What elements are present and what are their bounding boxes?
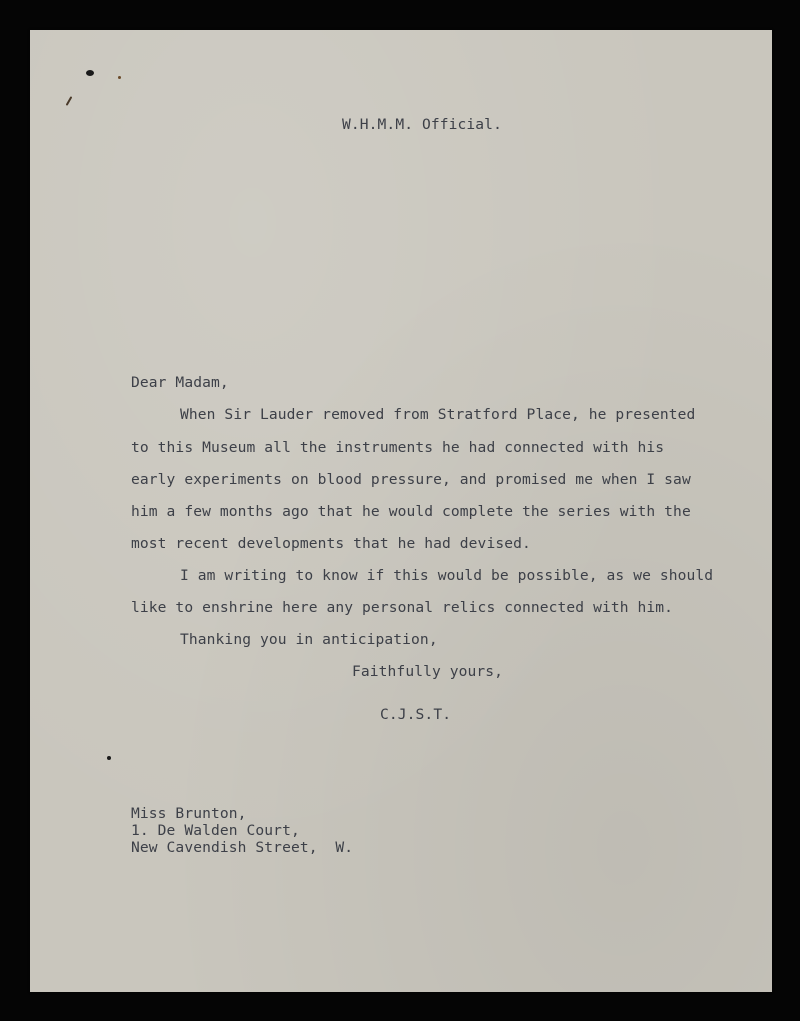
letter-page [30,30,772,992]
body-line: Thanking you in anticipation, [180,631,438,648]
ink-speck [118,76,121,79]
body-line: to this Museum all the instruments he had connected with his [131,439,665,456]
signature-initials: C.J.S.T. [380,706,452,723]
address-line: New Cavendish Street, W. [131,839,354,856]
ink-speck [86,70,94,76]
closing: Faithfully yours, [352,663,504,680]
body-line: him a few months ago that he would complete the series with the [131,503,691,520]
address-line: 1. De Walden Court, [131,822,300,839]
body-line: like to enshrine here any personal relics connected with him. [131,599,674,616]
salutation: Dear Madam, [131,374,229,391]
body-line: I am writing to know if this would be possible, as we should [180,567,714,584]
address-line: Miss Brunton, [131,805,247,822]
ink-speck [66,96,73,106]
body-line: When Sir Lauder removed from Stratford Place, he presented [180,406,696,423]
letter-header: W.H.M.M. Official. [342,116,502,133]
ink-speck [107,756,111,760]
body-line: early experiments on blood pressure, and promised me when I saw [131,471,691,488]
body-line: most recent developments that he had devised. [131,535,531,552]
